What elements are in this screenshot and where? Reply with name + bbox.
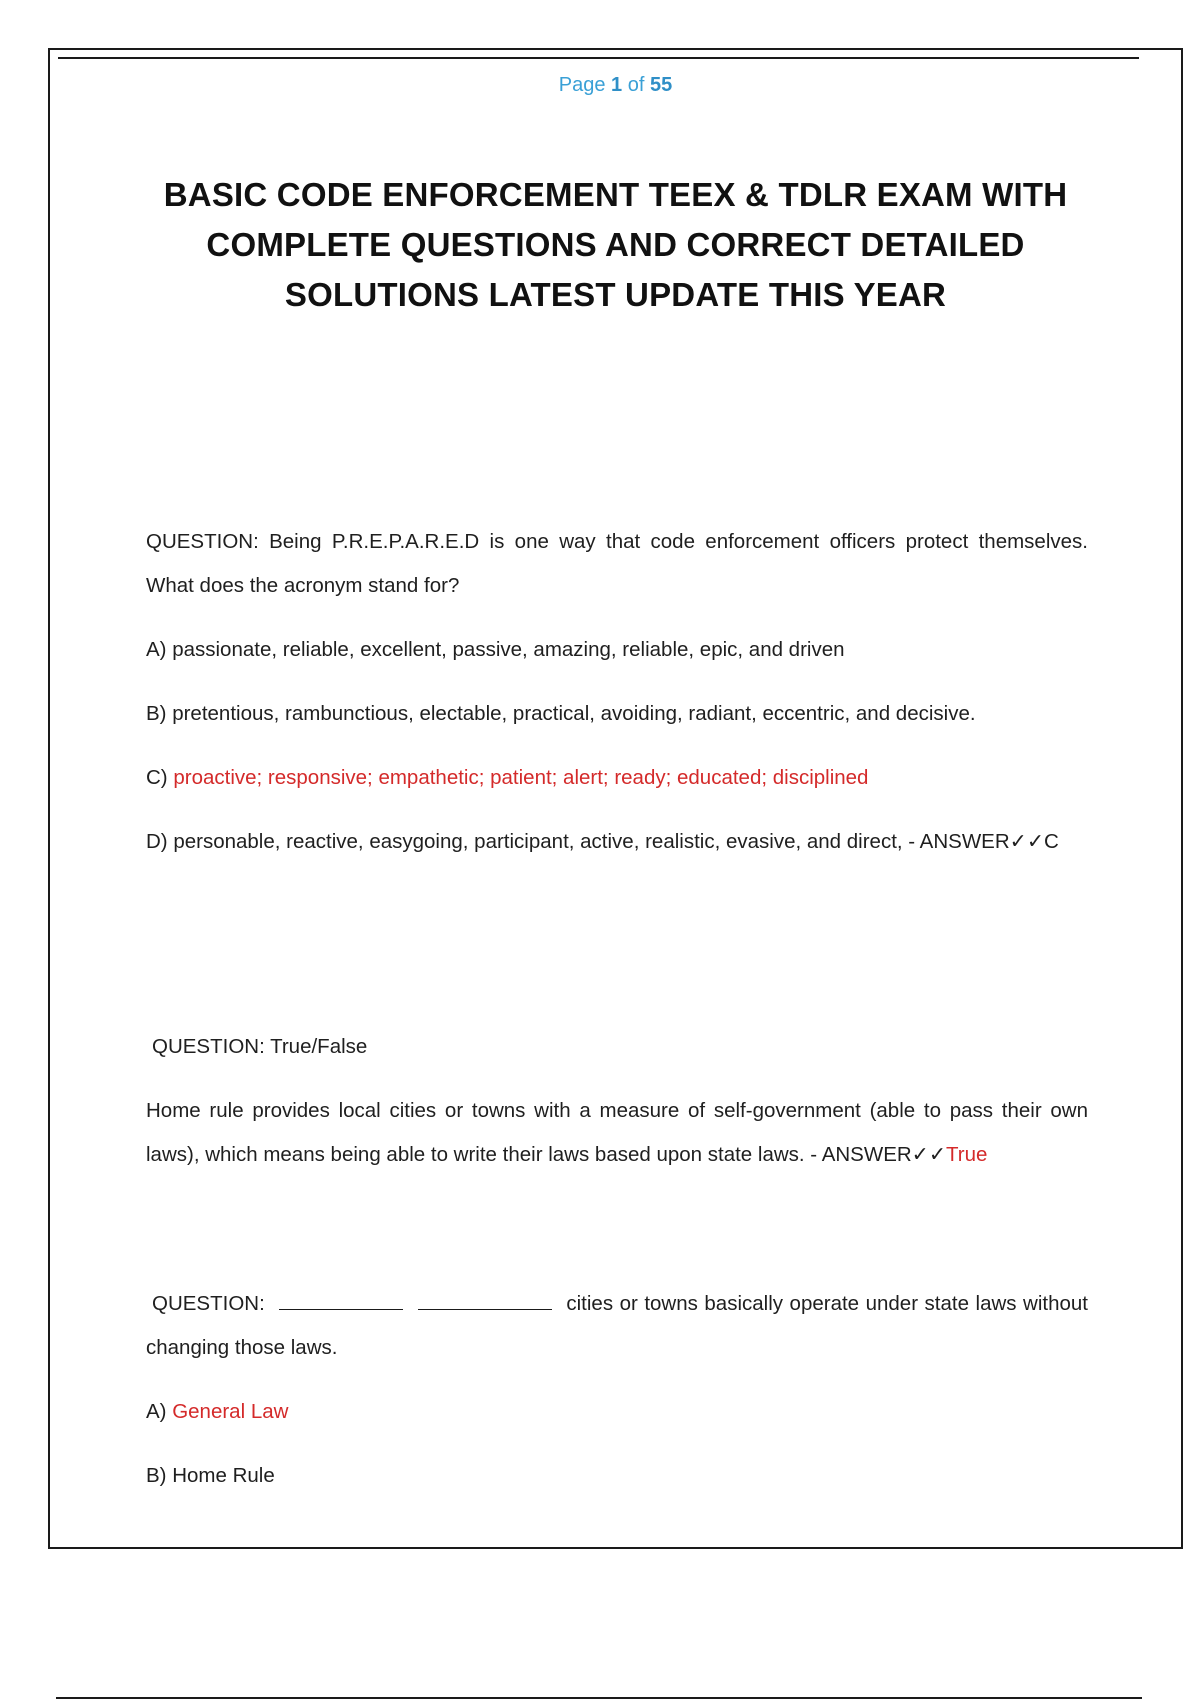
statement-text: Home rule provides local cities or towns with a measure of self-government (able to pass their own laws), which means being able to write their laws based upon state laws. - ANSWER✓✓ [146, 1099, 1088, 1166]
footer-rule [56, 1697, 1142, 1699]
fill-in-blank-2 [418, 1291, 552, 1310]
page-total: 55 [649, 74, 673, 96]
page-of: of [627, 74, 645, 96]
question-block-2 [146, 1025, 1088, 1177]
title-line-3: SOLUTIONS LATEST UPDATE THIS YEAR [284, 276, 947, 313]
question-block-1 [146, 520, 1088, 864]
question-3-prefix: QUESTION: [152, 1292, 265, 1315]
question-1-option-a: A) passionate, reliable, excellent, passive, amazing, reliable, epic, and driven [146, 638, 845, 661]
question-3-option-a [146, 1390, 1088, 1434]
question-2-answer: True [946, 1143, 988, 1166]
title-line-1: BASIC CODE ENFORCEMENT TEEX & TDLR EXAM WITH [163, 176, 1068, 213]
option-a-prefix: A) [146, 1400, 167, 1423]
question-2-text: QUESTION: True/False [152, 1035, 368, 1058]
document-title [110, 170, 1121, 320]
fill-in-blank-1 [279, 1291, 403, 1310]
question-3-text [146, 1282, 1088, 1370]
page-indicator [50, 74, 1181, 97]
top-rule [58, 57, 1139, 59]
question-2-statement [146, 1089, 1088, 1177]
option-c-correct-answer: proactive; responsive; empathetic; patient; alert; ready; educated; disciplined [173, 766, 869, 789]
title-line-2: COMPLETE QUESTIONS AND CORRECT DETAILED [206, 226, 1025, 263]
question-1-text: QUESTION: Being P.R.E.P.A.R.E.D is one way that code enforcement officers protect themselves. What does the acronym stand for? [146, 530, 1088, 597]
question-block-3 [146, 1282, 1088, 1498]
question-1-option-c [146, 756, 1088, 800]
question-3-rest: cities or towns basically operate under state laws without changing those laws. [146, 1292, 1088, 1359]
page-frame [48, 48, 1183, 1549]
question-1-option-d: D) personable, reactive, easygoing, participant, active, realistic, evasive, and direct, - ANSWER✓✓C [146, 830, 1059, 853]
page-current: 1 [611, 74, 623, 96]
option-c-prefix: C) [146, 766, 168, 789]
page-label: Page [558, 74, 606, 96]
question-1-option-b: B) pretentious, rambunctious, electable, practical, avoiding, radiant, eccentric, and decisive. [146, 702, 976, 725]
option-a-correct-answer: General Law [172, 1400, 289, 1423]
question-3-option-b: B) Home Rule [146, 1464, 275, 1487]
